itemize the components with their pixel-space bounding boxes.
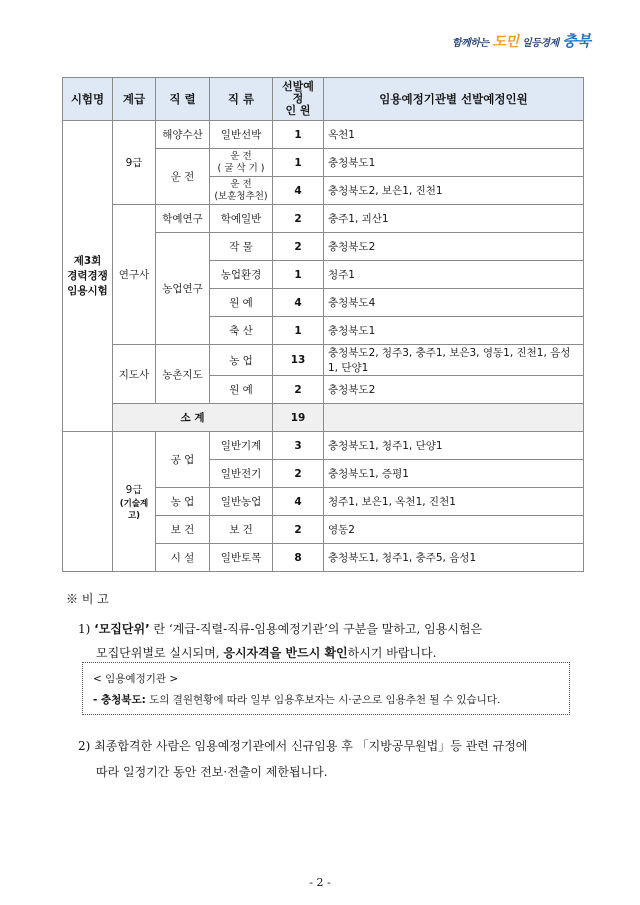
exam-name-line: 임용시험 bbox=[67, 284, 108, 297]
class-cell: 작 물 bbox=[210, 233, 273, 261]
header-class: 직 류 bbox=[210, 78, 273, 121]
note-item-1 bbox=[78, 617, 586, 665]
count-cell: 1 bbox=[273, 317, 324, 345]
orgs-cell: 충청북도4 bbox=[324, 289, 584, 317]
grade-cell bbox=[113, 432, 156, 572]
series-cell: 농촌지도 bbox=[156, 345, 210, 404]
orgs-cell: 충청북도2 bbox=[324, 233, 584, 261]
header-count-line2: 인 원 bbox=[285, 104, 311, 117]
header-orgs: 임용예정기관별 선발예정인원 bbox=[324, 78, 584, 121]
header-series: 직 렬 bbox=[156, 78, 210, 121]
count-cell: 2 bbox=[273, 460, 324, 488]
note-number: 2) bbox=[78, 739, 91, 753]
series-cell: 운 전 bbox=[156, 149, 210, 205]
exam-name-empty bbox=[63, 432, 113, 572]
class-cell bbox=[210, 177, 273, 205]
note-text: 모집단위별로 실시되며, bbox=[96, 646, 224, 660]
table-row bbox=[63, 121, 584, 149]
series-cell: 농 업 bbox=[156, 488, 210, 516]
series-cell: 공 업 bbox=[156, 432, 210, 488]
note-line: 따라 일정기간 동안 전보·전출이 제한됩니다. bbox=[96, 765, 328, 779]
count-cell: 2 bbox=[273, 376, 324, 404]
subtotal-count: 19 bbox=[273, 404, 324, 432]
orgs-cell: 옥천1 bbox=[324, 121, 584, 149]
class-line: ( 굴 삭 기 ) bbox=[217, 162, 265, 174]
count-cell: 4 bbox=[273, 289, 324, 317]
note-emphasis: ‘모집단위’ bbox=[94, 622, 150, 636]
class-cell: 일반농업 bbox=[210, 488, 273, 516]
box-title: < 임용예정기관 > bbox=[93, 673, 179, 685]
orgs-cell: 청주1 bbox=[324, 261, 584, 289]
table-row bbox=[63, 205, 584, 233]
logo-text-1: 함께하는 bbox=[452, 38, 489, 49]
count-cell: 3 bbox=[273, 432, 324, 460]
class-cell: 일반토목 bbox=[210, 544, 273, 572]
series-cell: 농업연구 bbox=[156, 233, 210, 345]
grade-note: (기술계고) bbox=[119, 499, 149, 521]
orgs-cell: 충청북도2 bbox=[324, 376, 584, 404]
header-count-line1: 선발예정 bbox=[282, 80, 314, 105]
table-header-row bbox=[63, 78, 584, 121]
note-item-2 bbox=[78, 733, 588, 785]
orgs-cell: 충청북도2, 청주3, 충주1, 보은3, 영동1, 진천1, 음성1, 단양1 bbox=[324, 345, 584, 376]
grade-cell: 9급 bbox=[113, 121, 156, 205]
class-cell: 농 업 bbox=[210, 345, 273, 376]
orgs-cell: 충청북도1, 증평1 bbox=[324, 460, 584, 488]
orgs-cell: 충청북도1, 청주1, 충주5, 음성1 bbox=[324, 544, 584, 572]
series-cell: 학예연구 bbox=[156, 205, 210, 233]
header-count bbox=[273, 78, 324, 121]
orgs-cell: 충청북도2, 보은1, 진천1 bbox=[324, 177, 584, 205]
header-exam-name: 시험명 bbox=[63, 78, 113, 121]
header-grade: 계급 bbox=[113, 78, 156, 121]
note-text: 란 ‘계급-직렬-직류-임용예정기관’의 구분을 말하고, 임용시험은 bbox=[149, 622, 483, 636]
class-line: 운 전 bbox=[230, 150, 252, 162]
grade-cell: 연구사 bbox=[113, 205, 156, 345]
count-cell: 13 bbox=[273, 345, 324, 376]
count-cell: 2 bbox=[273, 516, 324, 544]
class-cell: 보 건 bbox=[210, 516, 273, 544]
count-cell: 1 bbox=[273, 121, 324, 149]
count-cell: 4 bbox=[273, 177, 324, 205]
class-cell: 일반전기 bbox=[210, 460, 273, 488]
series-cell: 시 설 bbox=[156, 544, 210, 572]
class-cell: 원 예 bbox=[210, 376, 273, 404]
orgs-cell: 충청북도1, 청주1, 단양1 bbox=[324, 432, 584, 460]
note-number: 1) bbox=[78, 622, 91, 636]
orgs-cell: 충청북도1 bbox=[324, 317, 584, 345]
logo-text-2: 도민 bbox=[492, 34, 519, 50]
table-row bbox=[63, 345, 584, 376]
orgs-cell: 영동2 bbox=[324, 516, 584, 544]
table-row bbox=[63, 432, 584, 460]
exam-name-line: 제3회 bbox=[73, 254, 102, 267]
subtotal-empty bbox=[324, 404, 584, 432]
notes-section bbox=[66, 590, 586, 665]
page-number: - 2 - bbox=[309, 876, 331, 889]
count-cell: 1 bbox=[273, 261, 324, 289]
class-cell: 축 산 bbox=[210, 317, 273, 345]
subtotal-label: 소 계 bbox=[113, 404, 273, 432]
notes-heading: ※ 비 고 bbox=[66, 592, 109, 606]
class-cell: 농업환경 bbox=[210, 261, 273, 289]
orgs-cell: 충주1, 괴산1 bbox=[324, 205, 584, 233]
count-cell: 1 bbox=[273, 149, 324, 177]
count-cell: 4 bbox=[273, 488, 324, 516]
count-cell: 2 bbox=[273, 233, 324, 261]
grade-cell: 지도사 bbox=[113, 345, 156, 404]
grade-text: 9급 bbox=[125, 484, 143, 496]
class-cell: 일반선박 bbox=[210, 121, 273, 149]
logo-text-4: 충북 bbox=[562, 32, 591, 50]
class-line: (보훈청추천) bbox=[214, 190, 268, 202]
count-cell: 2 bbox=[273, 205, 324, 233]
class-line: 운 전 bbox=[230, 178, 252, 190]
brand-logo bbox=[452, 30, 590, 51]
class-cell: 원 예 bbox=[210, 289, 273, 317]
series-cell: 해양수산 bbox=[156, 121, 210, 149]
note-emphasis: 응시자격을 반드시 확인 bbox=[223, 646, 348, 660]
count-cell: 8 bbox=[273, 544, 324, 572]
note-text: 최종합격한 사람은 임용예정기관에서 신규임용 후 「지방공무원법」등 관련 규정에 bbox=[94, 739, 528, 753]
orgs-cell: 청주1, 보은1, 옥천1, 진천1 bbox=[324, 488, 584, 516]
class-cell bbox=[210, 149, 273, 177]
class-cell: 학예일반 bbox=[210, 205, 273, 233]
box-line bbox=[93, 692, 559, 707]
orgs-cell: 충청북도1 bbox=[324, 149, 584, 177]
series-cell: 보 건 bbox=[156, 516, 210, 544]
class-cell: 일반기계 bbox=[210, 432, 273, 460]
subtotal-row bbox=[63, 404, 584, 432]
box-emphasis: - 충청북도: bbox=[93, 694, 146, 706]
exam-name-cell bbox=[63, 121, 113, 432]
box-text: 도의 결원현황에 따라 일부 임용후보자는 시·군으로 임용추천 될 수 있습니다. bbox=[145, 694, 501, 706]
institution-notice-box bbox=[82, 662, 570, 715]
note-line bbox=[78, 733, 588, 759]
recruitment-table bbox=[62, 77, 584, 572]
logo-text-3: 일등경제 bbox=[522, 38, 559, 49]
exam-name-line: 경력경쟁 bbox=[67, 269, 108, 282]
note-text: 하시기 바랍니다. bbox=[347, 646, 437, 660]
